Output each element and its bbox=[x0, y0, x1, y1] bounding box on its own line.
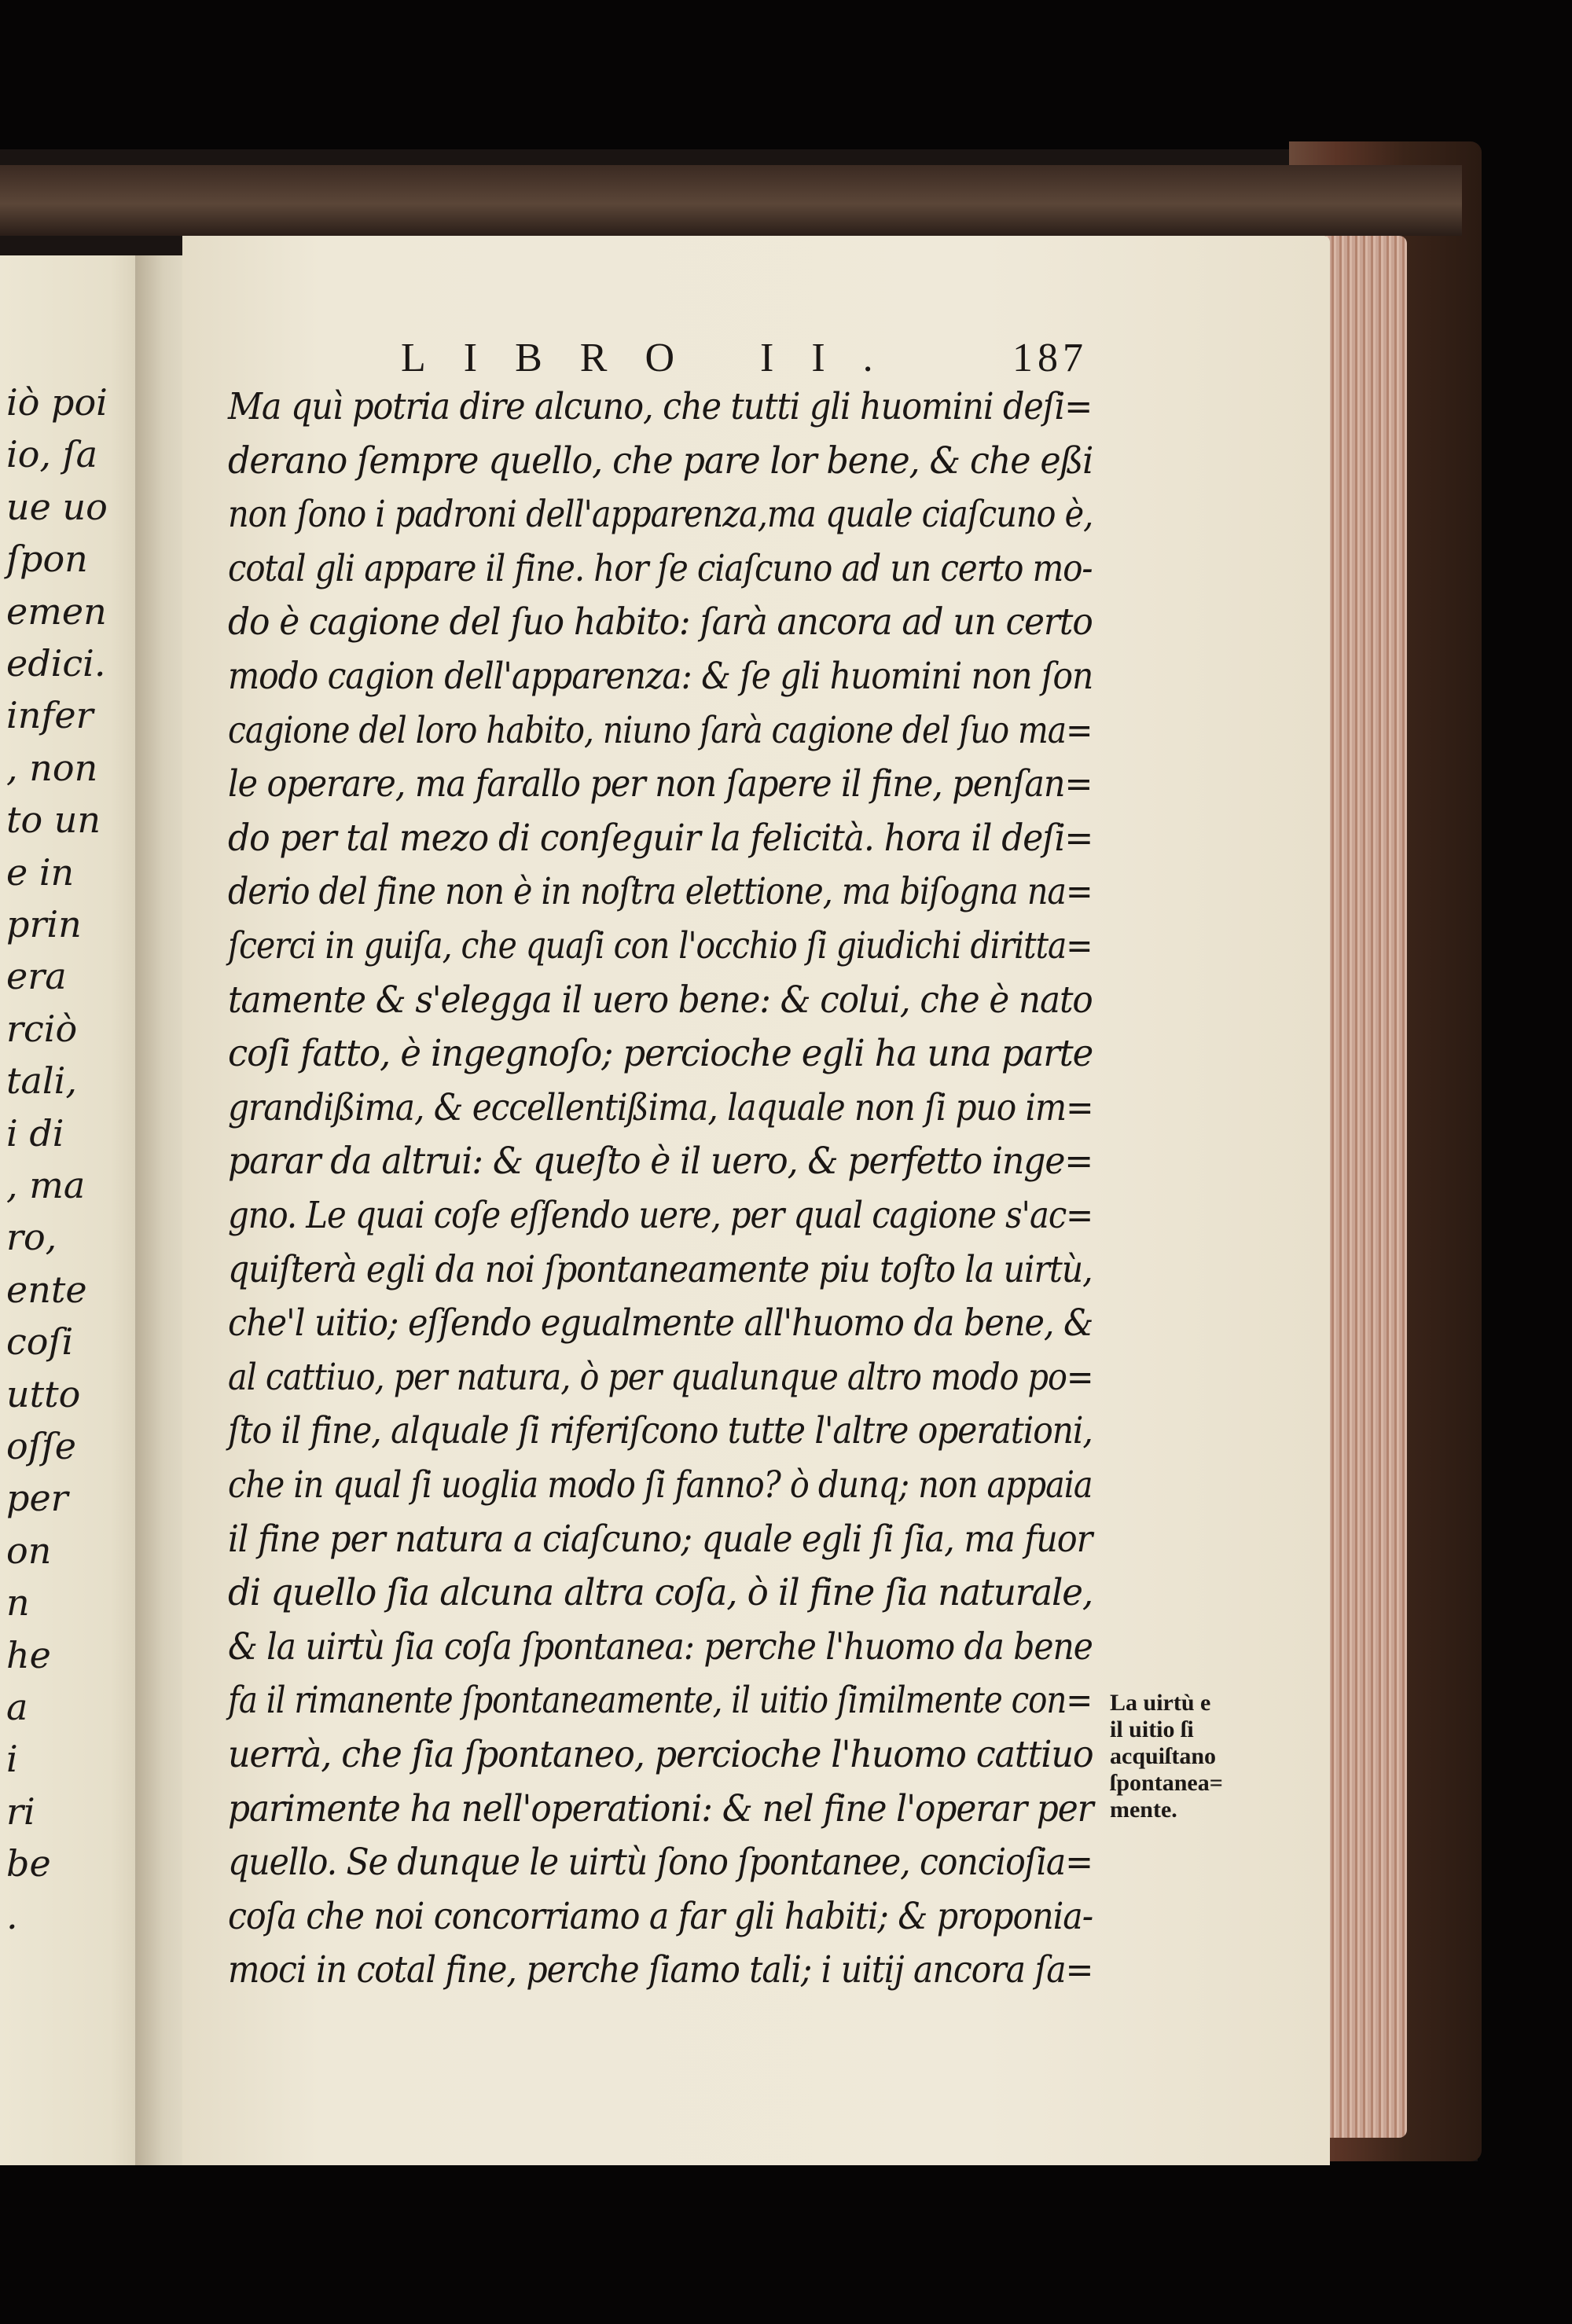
running-title: LIBRO II. bbox=[401, 336, 911, 380]
text-line: derano ſempre quello, che pare lor bene, & che eßi bbox=[228, 439, 1093, 483]
left-page-fragment: tali, bbox=[6, 1059, 77, 1103]
left-page-fragment: on bbox=[6, 1529, 52, 1572]
text-line: moci in cotal fine, perche ſiamo tali; i uitij ancora ſa= bbox=[228, 1948, 1093, 1992]
margin-note-line: acquiſtano bbox=[1110, 1743, 1217, 1769]
text-line: al cattiuo, per natura, ò per qualunque altro modo po= bbox=[228, 1355, 1093, 1399]
text-line: parar da altrui: & queſto è il uero, & perfetto inge= bbox=[228, 1140, 1093, 1184]
text-line: non ſono i padroni dell'apparenza,ma quale ciaſcuno è, bbox=[228, 493, 1093, 537]
text-line: fa il rimanente ſpontaneamente, il uitio ſimilmente con= bbox=[228, 1679, 1093, 1723]
left-page-fragment: ri bbox=[6, 1790, 35, 1833]
text-line: quello. Se dunque le uirtù ſono ſpontanee, concioſia= bbox=[228, 1841, 1093, 1885]
text-line: cagione del loro habito, niuno ſarà cagione del ſuo ma= bbox=[228, 708, 1093, 752]
text-line: do per tal mezo di conſeguir la felicità. hora il deſi= bbox=[228, 816, 1093, 860]
text-line: coſa che noi concorriamo a far gli habiti; & proponia- bbox=[228, 1894, 1093, 1938]
left-page-fragment: infer bbox=[6, 694, 94, 737]
margin-note-line: ſpontanea= bbox=[1110, 1770, 1223, 1796]
left-page-fragment: , ma bbox=[6, 1164, 86, 1206]
text-line: coſi fatto, è ingegnoſo; percioche egli ha una parte bbox=[228, 1032, 1093, 1076]
text-line: quiſterà egli da noi ſpontaneamente piu toſto la uirtù, bbox=[228, 1247, 1093, 1291]
margin-note-line: La uirtù e bbox=[1110, 1690, 1211, 1716]
page-number: 187 bbox=[1012, 336, 1088, 380]
left-page-fragment: io, ſa bbox=[6, 433, 98, 476]
text-line: il fine per natura a ciaſcuno; quale egli ſi ſia, ma fuor bbox=[228, 1517, 1093, 1561]
left-page-fragment: edici. bbox=[6, 642, 106, 685]
left-page-fragment: ſpon bbox=[6, 538, 88, 581]
left-page-fragment: emen bbox=[6, 589, 107, 633]
text-line: tamente & s'elegga il uero bene: & colui, che è nato bbox=[228, 978, 1093, 1022]
left-page-fragment: , non bbox=[6, 746, 98, 789]
left-page-fragment: i di bbox=[6, 1111, 64, 1155]
text-line: Ma quì potria dire alcuno, che tutti gli huomini deſi= bbox=[228, 385, 1093, 428]
left-page-fragment: be bbox=[6, 1842, 51, 1885]
margin-note bbox=[1110, 1690, 1259, 1823]
margin-note-line: il uitio ſi bbox=[1110, 1716, 1194, 1742]
left-page-fragment: . bbox=[6, 1894, 18, 1937]
text-line: uerrà, che ſia ſpontaneo, percioche l'huomo cattiuo bbox=[228, 1733, 1093, 1776]
text-line: grandißima, & eccellentißima, laquale non ſi puo im= bbox=[228, 1085, 1093, 1129]
left-page-fragment: per bbox=[6, 1477, 68, 1520]
margin-note-line: mente. bbox=[1110, 1797, 1177, 1823]
left-page-fragment: prin bbox=[6, 903, 82, 945]
text-line: di quello ſia alcuna altra coſa, ò il fine ſia naturale, bbox=[228, 1571, 1093, 1615]
text-line: ſcerci in guiſa, che quaſi con l'occhio ſi giudichi diritta= bbox=[228, 924, 1093, 967]
left-page-fragment: rciò bbox=[6, 1007, 78, 1050]
left-page-fragment: n bbox=[6, 1581, 30, 1625]
left-page-fragment: ente bbox=[6, 1268, 87, 1311]
left-page-fragment: coſi bbox=[6, 1320, 74, 1364]
text-line: derio del fine non è in noſtra elettione, ma biſogna na= bbox=[228, 870, 1093, 914]
text-line: le operare, ma farallo per non ſapere il fine, penſan= bbox=[228, 762, 1093, 806]
text-line: gno. Le quai coſe eſſendo uere, per qual cagione s'ac= bbox=[228, 1194, 1093, 1237]
left-page-fragment: he bbox=[6, 1633, 51, 1676]
text-line: modo cagion dell'apparenza: & ſe gli huomini non ſon bbox=[228, 655, 1093, 698]
page-edges bbox=[1320, 236, 1407, 2138]
text-line: che'l uitio; eſſendo egualmente all'huomo da bene, & bbox=[228, 1302, 1093, 1346]
text-line: do è cagione del ſuo habito: ſarà ancora ad un certo bbox=[228, 600, 1093, 644]
left-page-fragment: to un bbox=[6, 799, 101, 842]
text-line: ſto il fine, alquale ſi riferiſcono tutte l'altre operationi, bbox=[228, 1409, 1093, 1453]
left-page-fragment: era bbox=[6, 955, 67, 998]
running-header bbox=[0, 335, 1572, 382]
left-page-fragment: a bbox=[6, 1686, 28, 1728]
left-page-fragment: ro, bbox=[6, 1216, 57, 1259]
left-page-fragment: oſſe bbox=[6, 1425, 76, 1467]
left-page-fragment: iò poi bbox=[6, 381, 108, 424]
text-line: parimente ha nell'operationi: & nel fine l'operar per bbox=[228, 1786, 1093, 1830]
text-line: & la uirtù ſia coſa ſpontanea: perche l'huomo da bene bbox=[228, 1625, 1093, 1669]
left-page-fragment: i bbox=[6, 1738, 18, 1781]
left-page-fragment: utto bbox=[6, 1372, 81, 1415]
text-line: che in qual ſi uoglia modo ſi fanno? ò dunq; non appaia bbox=[228, 1463, 1093, 1507]
left-page bbox=[0, 255, 157, 2165]
text-line: cotal gli appare il fine. hor ſe ciaſcuno ad un certo mo- bbox=[228, 546, 1093, 590]
book-top-edge bbox=[0, 165, 1462, 236]
left-page-fragment: e in bbox=[6, 850, 75, 894]
left-page-fragment: ue uo bbox=[6, 485, 108, 528]
